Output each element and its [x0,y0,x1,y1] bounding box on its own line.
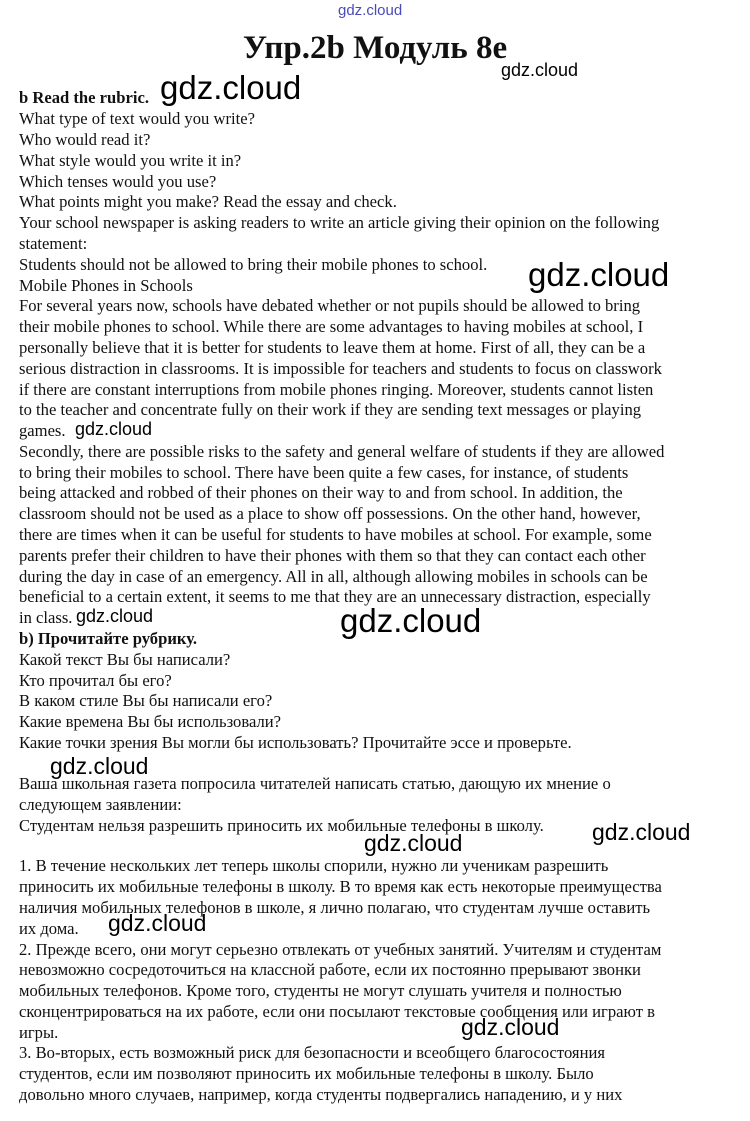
text-line: студентов, если им позволяют приносить их мобильные телефоны в школу. Было [19,1064,594,1083]
page-title: Упр.2b Модуль 8e [242,30,508,66]
text-line: их дома. [19,919,79,938]
watermark: gdz.cloud [338,2,403,19]
text-line: personally believe that it is better for students to leave them at home. First of all, they can be a [19,338,646,357]
text-line: следующем заявлении: [19,795,182,814]
text-line: Кто прочитал бы его? [19,671,172,690]
text-line: Secondly, there are possible risks to the safety and general welfare of students if they are allowed [19,442,665,461]
text-line: What type of text would you write? [19,109,255,128]
text-line: игры. [19,1023,59,1042]
text-line: during the day in case of an emergency. All in all, although allowing mobiles in schools can be [19,567,648,586]
text-line: приносить их мобильные телефоны в школу. В то время как есть некоторые преимущества [19,877,662,896]
text-line: довольно много случаев, например, когда студенты подвергались нападению, и у них [19,1085,623,1104]
watermark: gdz.cloud [501,60,579,80]
text-line: Students should not be allowed to bring their mobile phones to school. [19,255,488,274]
watermark: gdz.cloud [461,1014,560,1040]
text-line: Which tenses would you use? [19,172,217,191]
text-line: their mobile phones to school. While there are some advantages to having mobiles at school, I [19,317,644,336]
text-line: classroom should not be used as a place to show off possessions. On the other hand, however, [19,504,641,523]
text-line: В каком стиле Вы бы написали его? [19,691,273,710]
text-line: Who would read it? [19,130,151,149]
watermark: gdz.cloud [528,256,670,293]
text-line: мобильных телефонов. Кроме того, студенты не могут слушать учителя и полностью [19,981,622,1000]
text-line: Студентам нельзя разрешить приносить их мобильные телефоны в школу. [19,816,544,835]
watermark: gdz.cloud [364,830,463,856]
text-line: statement: [19,234,88,253]
text-line: games. [19,421,66,440]
watermark: gdz.cloud [340,602,482,639]
text-line: наличия мобильных телефонов в школе, я лично полагаю, что студентам лучше оставить [19,898,651,917]
text-line: serious distraction in classrooms. It is impossible for teachers and students to focus on classwork [19,359,662,378]
text-line: being attacked and robbed of their phones on their way to and from school. In addition, the [19,483,623,502]
text-line: if there are constant interruptions from mobile phones ringing. Moreover, students cannot listen [19,380,654,399]
watermark: gdz.cloud [50,753,149,779]
text-line: Какой текст Вы бы написали? [19,650,231,669]
essay-title: Mobile Phones in Schools [19,276,193,295]
text-line: there are times when it can be useful for students to have mobiles at school. For example, some [19,525,652,544]
text-line: Your school newspaper is asking readers to write an article giving their opinion on the following [19,213,660,232]
text-line: Какие времена Вы бы использовали? [19,712,281,731]
text-line: 2. Прежде всего, они могут серьезно отвлекать от учебных занятий. Учителям и студентам [19,940,662,959]
watermark: gdz.cloud [160,69,302,106]
watermark: gdz.cloud [592,819,691,845]
text-line: For several years now, schools have debated whether or not pupils should be allowed to bring [19,296,641,315]
text-line: to the teacher and concentrate fully on their work if they are sending text messages or playing [19,400,642,419]
text-line: сконцентрироваться на их работе, если они посылают текстовые сообщения или играют в [19,1002,655,1021]
text-line: parents prefer their children to have their phones with them so that they can contact each other [19,546,646,565]
section-heading-ru: b) Прочитайте рубрику. [19,629,197,648]
text-line: beneficial to a certain extent, it seems to me that they are an unnecessary distraction, especially [19,587,651,606]
watermark: gdz.cloud [76,606,154,626]
text-line: to bring their mobiles to school. There have been quite a few cases, for instance, of students [19,463,629,482]
text-line: 3. Во-вторых, есть возможный риск для безопасности и всеобщего благосостояния [19,1043,605,1062]
text-line: in class. [19,608,73,627]
text-line: Какие точки зрения Вы могли бы использовать? Прочитайте эссе и проверьте. [19,733,572,752]
text-line: невозможно сосредоточиться на классной работе, если их постоянно прерывают звонки [19,960,641,979]
text-line: What points might you make? Read the essay and check. [19,192,397,211]
text-line: Ваша школьная газета попросила читателей написать статью, дающую их мнение о [19,774,611,793]
text-line: 1. В течение нескольких лет теперь школы спорили, нужно ли ученикам разрешить [19,856,609,875]
text-line: What style would you write it in? [19,151,242,170]
watermark: gdz.cloud [75,419,153,439]
section-heading-en: b Read the rubric. [19,88,149,107]
watermark: gdz.cloud [108,910,207,936]
